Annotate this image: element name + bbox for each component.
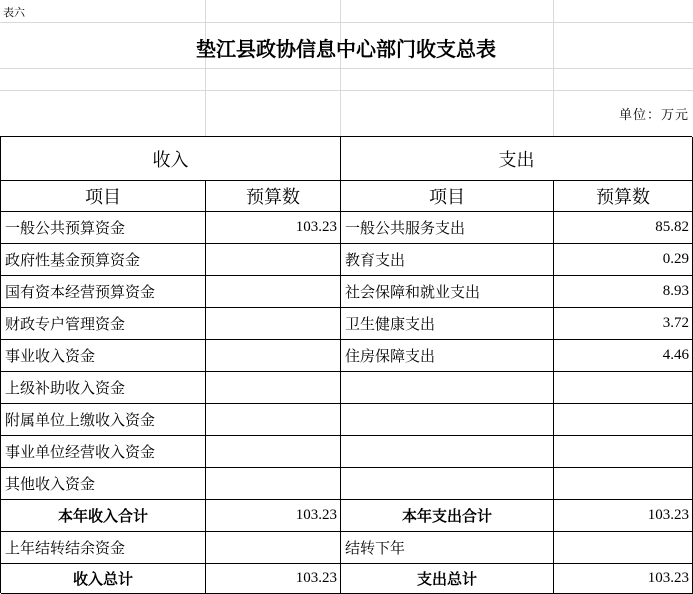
gridline [553,0,554,136]
expense-header: 支出 [341,137,693,181]
expense-item: 教育支出 [341,244,554,276]
income-amount [206,404,341,436]
expense-amount: 4.46 [554,340,693,372]
income-amount [206,468,341,500]
income-amount [206,372,341,404]
income-item: 政府性基金预算资金 [1,244,206,276]
expense-item: 一般公共服务支出 [341,212,554,244]
expense-amount: 0.29 [554,244,693,276]
expense-item [341,404,554,436]
income-amount [206,244,341,276]
expense-amount [554,436,693,468]
year-expense-total-label: 本年支出合计 [341,500,554,532]
income-item: 上级补助收入资金 [1,372,206,404]
carry-out-label: 结转下年 [341,532,554,564]
carry-in-amount [206,532,341,564]
carry-out-amount [554,532,693,564]
income-budget-header: 预算数 [206,181,341,212]
income-item: 事业单位经营收入资金 [1,436,206,468]
expense-item [341,436,554,468]
income-total-amount: 103.23 [206,564,341,594]
expense-total-amount: 103.23 [554,564,693,594]
income-item: 事业收入资金 [1,340,206,372]
gridline [205,0,206,136]
expense-amount [554,468,693,500]
year-income-total-label: 本年收入合计 [1,500,206,532]
income-item: 财政专户管理资金 [1,308,206,340]
carry-in-label: 上年结转结余资金 [1,532,206,564]
expense-total-label: 支出总计 [341,564,554,594]
gridline [0,22,693,23]
expense-item: 住房保障支出 [341,340,554,372]
income-total-label: 收入总计 [1,564,206,594]
income-amount [206,340,341,372]
expense-amount: 3.72 [554,308,693,340]
income-amount [206,436,341,468]
income-amount: 103.23 [206,212,341,244]
income-amount [206,308,341,340]
expense-amount [554,372,693,404]
expense-item-header: 项目 [341,181,554,212]
page-title: 垫江县政协信息中心部门收支总表 [196,37,496,61]
income-item: 其他收入资金 [1,468,206,500]
expense-amount: 85.82 [554,212,693,244]
income-header: 收入 [1,137,341,181]
expense-amount [554,404,693,436]
sheet-label: 表六 [3,6,25,19]
expense-item: 卫生健康支出 [341,308,554,340]
budget-table [0,136,692,593]
gridline [0,68,693,69]
expense-item [341,372,554,404]
year-expense-total-amount: 103.23 [554,500,693,532]
expense-item [341,468,554,500]
income-item-header: 项目 [1,181,206,212]
expense-amount: 8.93 [554,276,693,308]
income-amount [206,276,341,308]
year-income-total-amount: 103.23 [206,500,341,532]
gridline [0,90,693,91]
income-item: 国有资本经营预算资金 [1,276,206,308]
expense-budget-header: 预算数 [554,181,693,212]
income-item: 附属单位上缴收入资金 [1,404,206,436]
income-item: 一般公共预算资金 [1,212,206,244]
gridline [340,0,341,136]
expense-item: 社会保障和就业支出 [341,276,554,308]
unit-label: 单位：万元 [618,108,689,123]
